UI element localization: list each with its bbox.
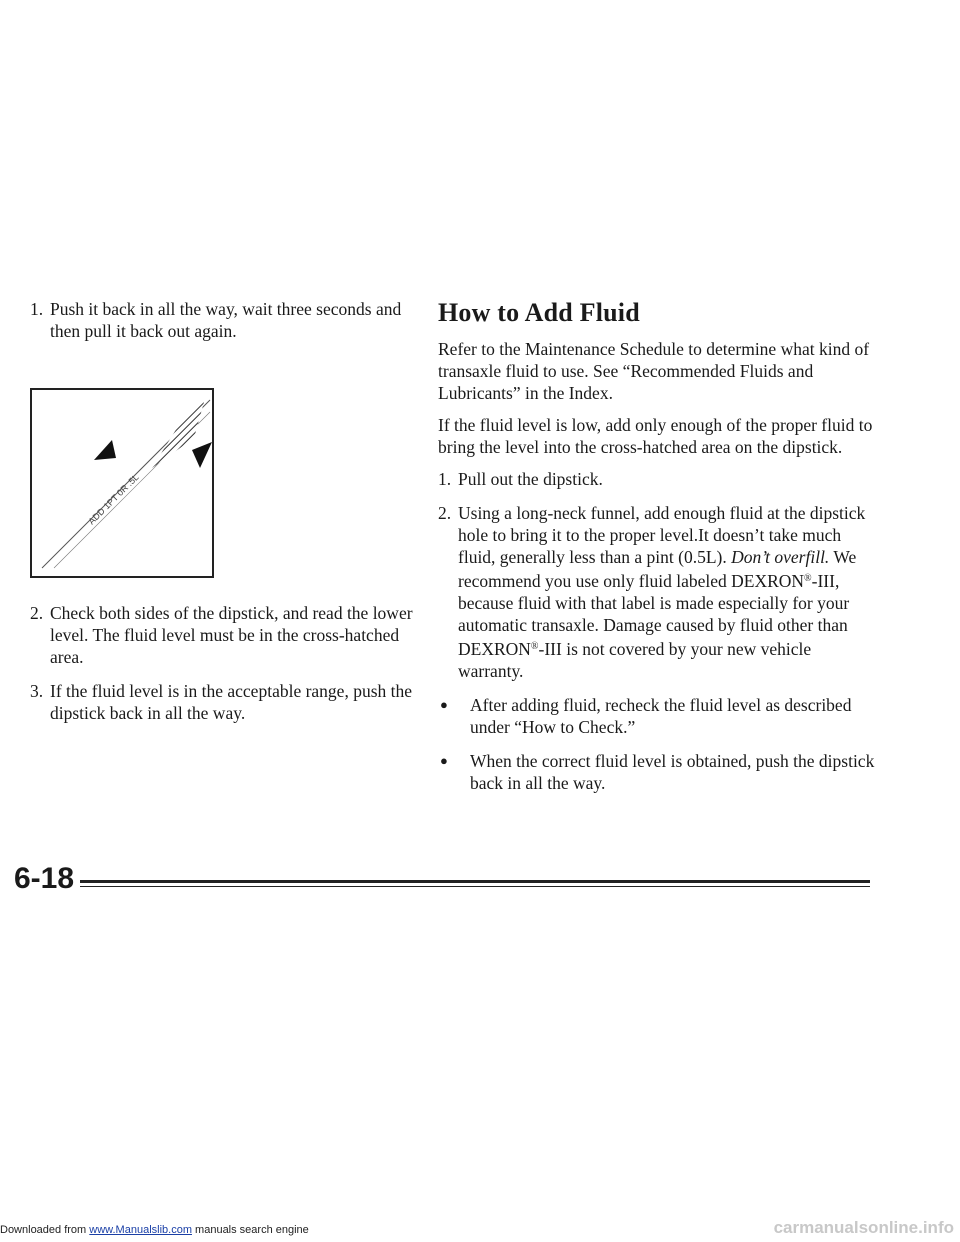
page-number: 6-18 xyxy=(14,862,75,895)
step-1 xyxy=(30,298,430,342)
bullet-recheck xyxy=(438,694,878,738)
step-text-b: We recommend you use only fluid labeled DEXRON xyxy=(458,547,857,591)
divider xyxy=(80,880,870,883)
add-step-1 xyxy=(438,468,878,490)
bullet-push-back xyxy=(438,750,878,794)
footer-prefix: Downloaded from xyxy=(0,1224,87,1236)
right-column xyxy=(438,298,878,806)
bullet-text: After adding fluid, recheck the fluid level as described under “How to Check.” xyxy=(470,695,852,737)
footer-suffix: manuals search engine xyxy=(195,1224,309,1236)
bullet-icon: ● xyxy=(440,753,448,768)
dipstick-icon xyxy=(32,390,212,576)
step-number: 2. xyxy=(438,503,452,523)
step-text-a: Using a long-neck funnel, add enough fluid at the dipstick hole to bring it to the proper level.It doesn’t take much fluid, generally less than a pint (0.5L). xyxy=(458,503,866,567)
step-number: 2. xyxy=(30,603,44,623)
intro-paragraph: Refer to the Maintenance Schedule to determine what kind of transaxle fluid to use. See “Recommended Fluids and Lubricants” in the Index. xyxy=(438,339,870,403)
left-column xyxy=(30,298,430,354)
step-text xyxy=(458,502,878,682)
overfill-warning: Don’t overfill. xyxy=(731,547,830,567)
bullet-text: When the correct fluid level is obtained, push the dipstick back in all the way. xyxy=(470,751,875,793)
step-text: Check both sides of the dipstick, and read the lower level. The fluid level must be in the cross-hatched area. xyxy=(50,603,413,667)
step-number: 1. xyxy=(30,299,44,319)
dipstick-marking: ADD 1PT 0R .5L xyxy=(86,472,141,527)
watermark: carmanualsonline.info xyxy=(773,1218,954,1237)
arrow-left-icon xyxy=(94,440,116,460)
level-paragraph: If the fluid level is low, add only enough of the proper fluid to bring the level into the cross-hatched area on the dipstick. xyxy=(438,415,873,457)
download-footer xyxy=(0,1224,309,1236)
divider xyxy=(80,886,870,887)
step-2 xyxy=(30,602,430,668)
add-step-2 xyxy=(438,502,878,682)
section-heading: How to Add Fluid xyxy=(438,298,640,327)
registered-mark: ® xyxy=(530,641,539,652)
dipstick-illustration xyxy=(30,388,214,578)
left-column-lower xyxy=(30,602,430,736)
registered-mark: ® xyxy=(804,573,812,584)
step-text-c: -III, because fluid with that label is made especially for your automatic transaxle. Damage caused by fluid other than DEXRON xyxy=(458,571,850,659)
step-text: If the fluid level is in the acceptable range, push the dipstick back in all the way. xyxy=(50,681,413,723)
arrow-right-icon xyxy=(192,442,212,468)
step-text: Push it back in all the way, wait three seconds and then pull it back out again. xyxy=(50,299,402,341)
step-number: 3. xyxy=(30,681,44,701)
bullet-icon: ● xyxy=(440,697,448,712)
step-number: 1. xyxy=(438,469,452,489)
step-text-d: -III is not covered by your new vehicle warranty. xyxy=(458,639,812,681)
step-text: Pull out the dipstick. xyxy=(458,469,603,489)
manualslib-link[interactable]: www.Manualslib.com xyxy=(89,1224,192,1236)
step-3 xyxy=(30,680,430,724)
